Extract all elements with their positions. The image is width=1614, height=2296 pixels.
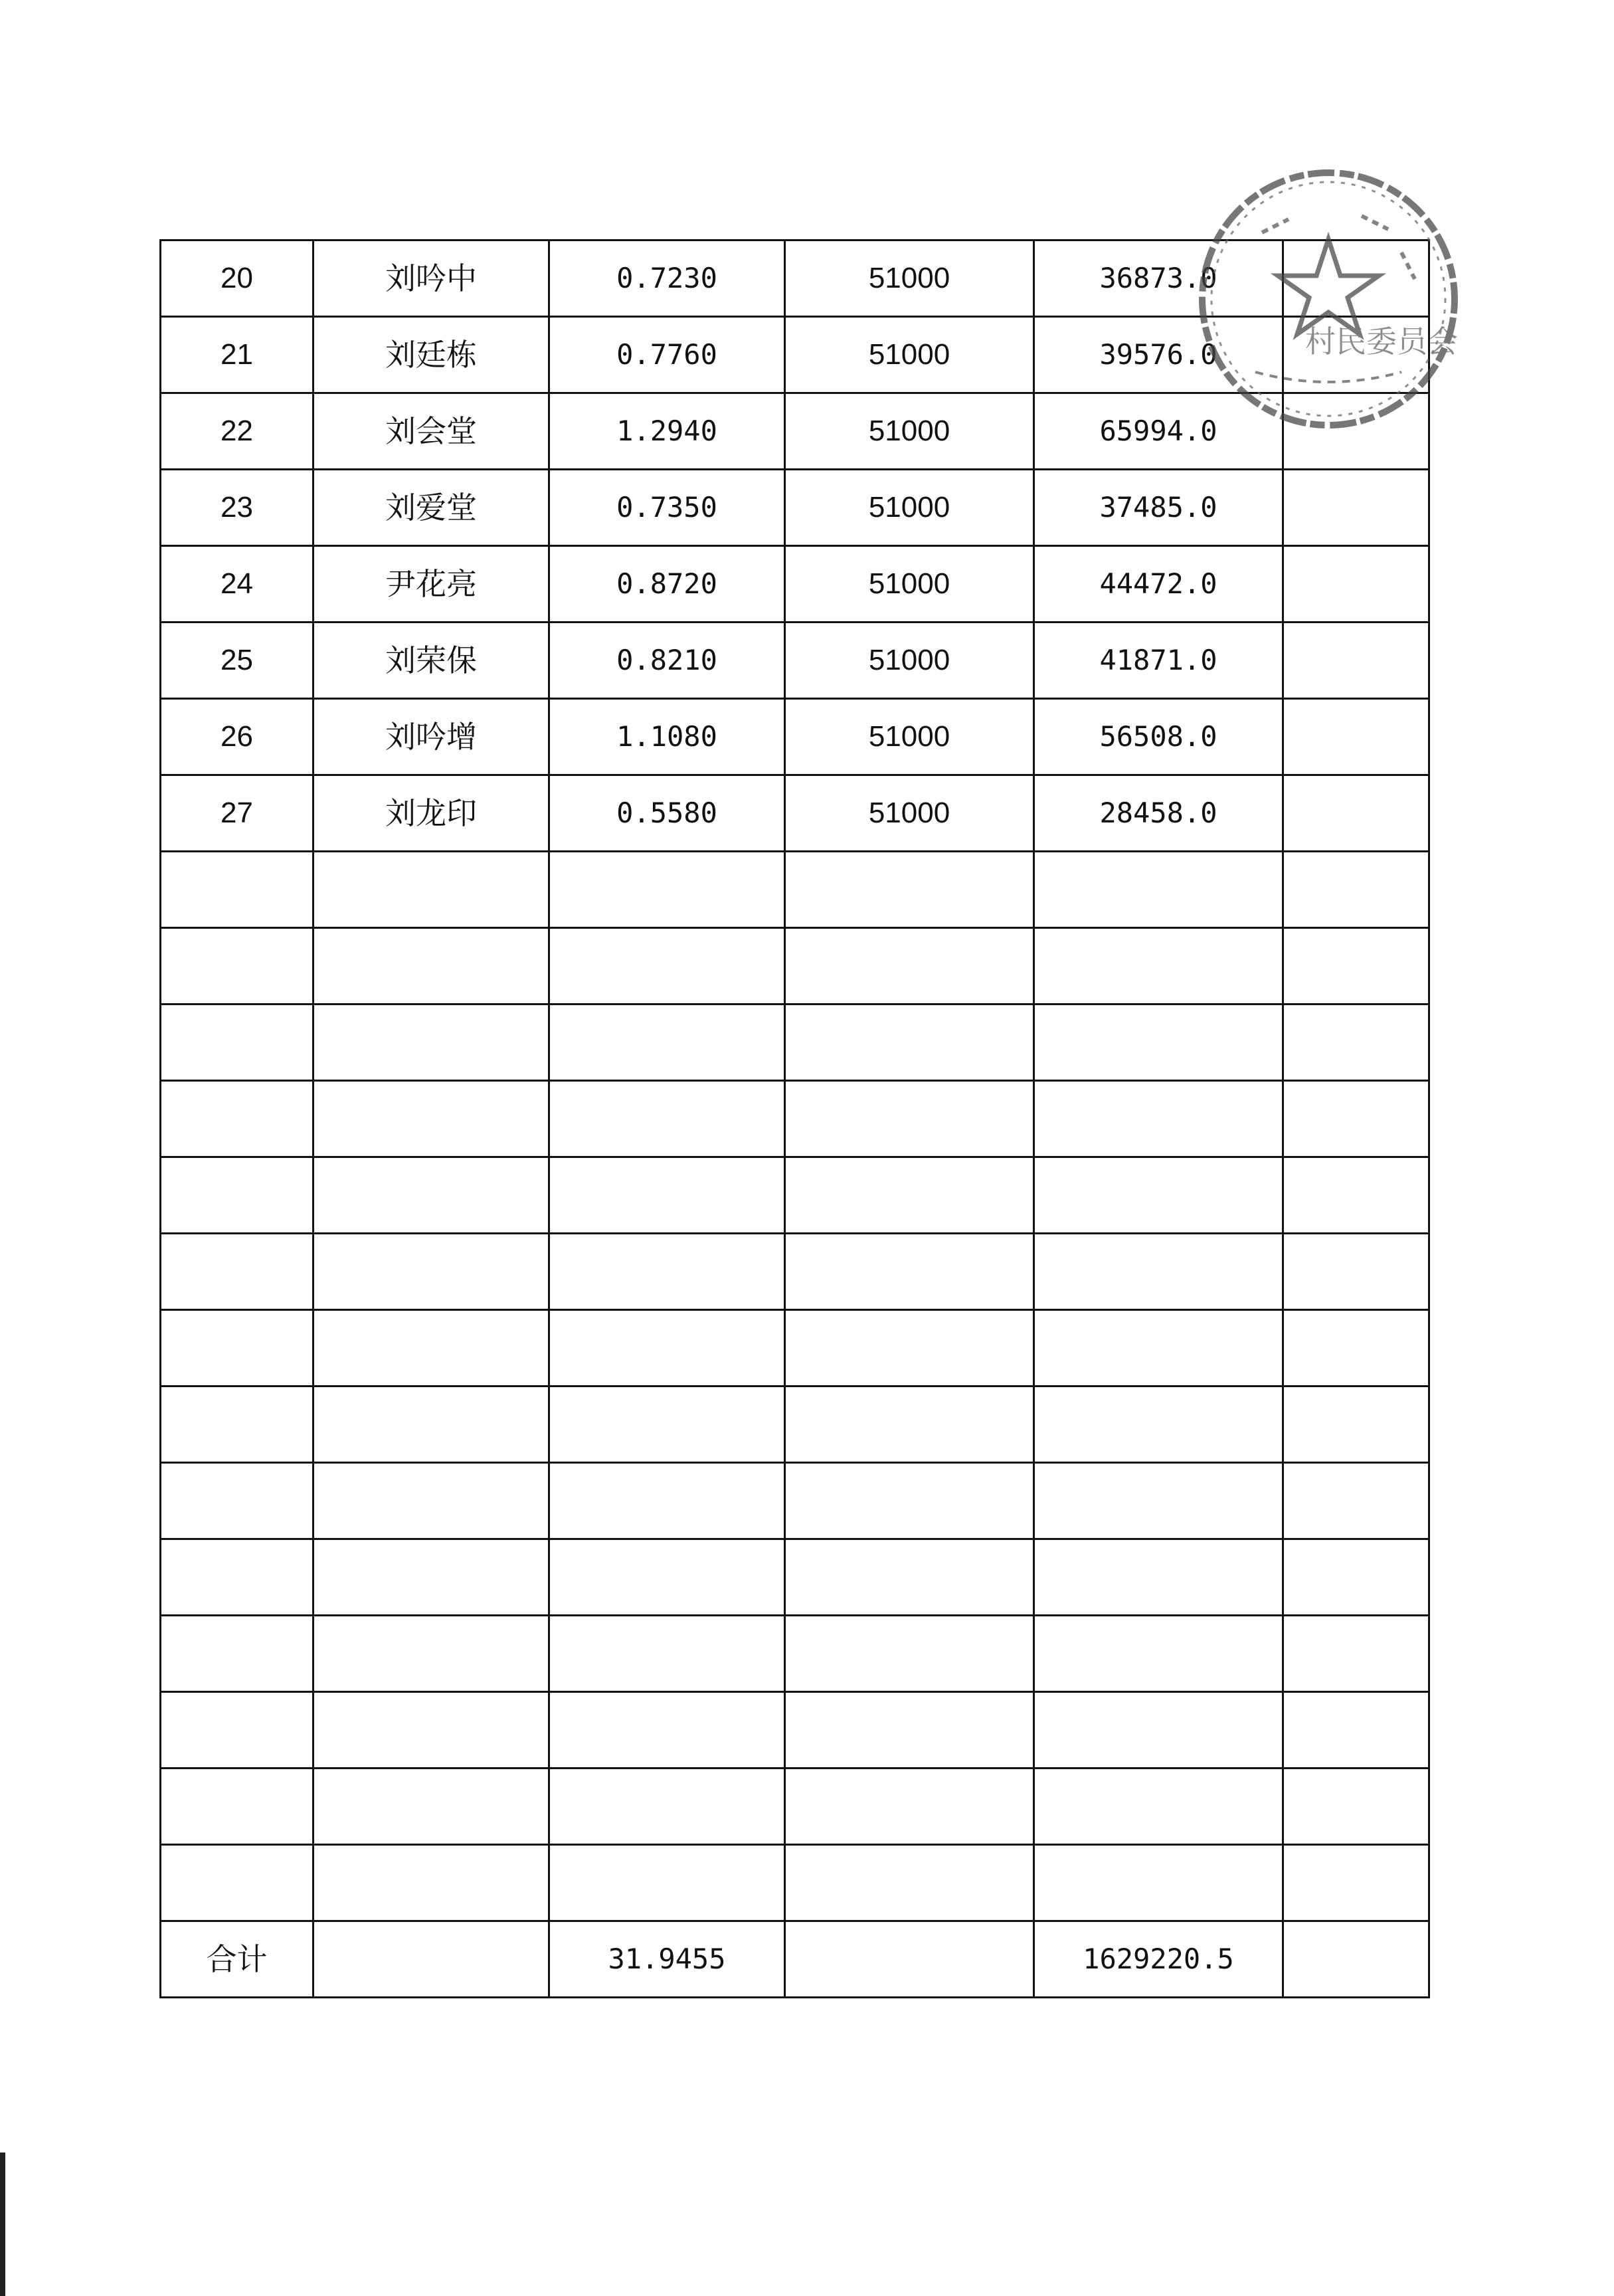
row-area: 0.5580 [549,775,785,852]
empty-cell [1034,1692,1283,1769]
empty-cell [161,1616,314,1692]
row-amount: 39576.0 [1034,317,1283,393]
empty-table-row [161,1234,1429,1310]
empty-cell [549,1081,785,1157]
empty-cell [314,1616,549,1692]
empty-cell [1034,1845,1283,1921]
row-price: 51000 [785,775,1034,852]
row-index: 22 [161,393,314,470]
total-row [161,1921,1429,1998]
empty-cell [161,928,314,1004]
empty-cell [1283,1310,1429,1387]
row-amount: 56508.0 [1034,699,1283,775]
row-index: 26 [161,699,314,775]
empty-cell [1034,1310,1283,1387]
empty-cell [1034,1157,1283,1234]
empty-cell [549,1387,785,1463]
table-row [161,622,1429,699]
empty-table-row [161,852,1429,928]
empty-cell [1283,1081,1429,1157]
row-amount: 37485.0 [1034,470,1283,546]
empty-cell [785,928,1034,1004]
empty-cell [1283,1845,1429,1921]
row-area: 0.7760 [549,317,785,393]
row-price: 51000 [785,622,1034,699]
row-area: 1.2940 [549,393,785,470]
empty-cell [161,1692,314,1769]
empty-cell [1034,1387,1283,1463]
empty-cell [161,1463,314,1539]
row-price: 51000 [785,699,1034,775]
empty-cell [314,1769,549,1845]
row-note [1283,240,1429,317]
table-row [161,317,1429,393]
empty-table-row [161,1463,1429,1539]
empty-cell [1034,1081,1283,1157]
row-name: 刘荣保 [314,622,549,699]
empty-table-row [161,1310,1429,1387]
row-amount: 44472.0 [1034,546,1283,622]
row-price: 51000 [785,393,1034,470]
table-row [161,546,1429,622]
row-amount: 36873.0 [1034,240,1283,317]
total-area: 31.9455 [549,1921,785,1998]
row-note [1283,775,1429,852]
row-price: 51000 [785,470,1034,546]
empty-cell [1034,928,1283,1004]
scan-edge-mark [0,2152,5,2296]
empty-cell [161,1310,314,1387]
table-row [161,240,1429,317]
empty-cell [314,1539,549,1616]
empty-table-row [161,1081,1429,1157]
table-row [161,775,1429,852]
row-note [1283,470,1429,546]
row-index: 24 [161,546,314,622]
table-row [161,393,1429,470]
row-amount: 65994.0 [1034,393,1283,470]
empty-cell [549,1463,785,1539]
empty-cell [785,1769,1034,1845]
empty-cell [314,1692,549,1769]
row-name: 尹花亮 [314,546,549,622]
empty-cell [785,1157,1034,1234]
empty-cell [785,1234,1034,1310]
empty-cell [314,1004,549,1081]
row-area: 0.8210 [549,622,785,699]
empty-cell [1283,1157,1429,1234]
empty-cell [314,852,549,928]
empty-cell [785,1539,1034,1616]
row-index: 23 [161,470,314,546]
empty-table-row [161,1616,1429,1692]
empty-cell [161,1004,314,1081]
empty-table-row [161,1769,1429,1845]
row-note [1283,622,1429,699]
empty-cell [549,1845,785,1921]
empty-table-row [161,1845,1429,1921]
empty-cell [161,1234,314,1310]
empty-cell [785,852,1034,928]
row-name: 刘廷栋 [314,317,549,393]
empty-table-row [161,928,1429,1004]
empty-cell [1034,852,1283,928]
empty-cell [549,928,785,1004]
empty-cell [314,1310,549,1387]
row-price: 51000 [785,317,1034,393]
seal-text: 村民委员会 [1305,324,1458,359]
row-note [1283,546,1429,622]
row-index: 21 [161,317,314,393]
row-note [1283,393,1429,470]
compensation-table [159,239,1430,1998]
empty-cell [785,1004,1034,1081]
empty-cell [1283,1004,1429,1081]
empty-cell [161,1769,314,1845]
row-area: 1.1080 [549,699,785,775]
empty-cell [785,1310,1034,1387]
row-area: 0.7230 [549,240,785,317]
empty-cell [785,1387,1034,1463]
row-price: 51000 [785,546,1034,622]
empty-cell [314,1157,549,1234]
empty-cell [314,1234,549,1310]
empty-cell [785,1081,1034,1157]
empty-cell [1283,1692,1429,1769]
empty-cell [1034,1539,1283,1616]
table-row [161,699,1429,775]
row-name: 刘爱堂 [314,470,549,546]
row-name: 刘会堂 [314,393,549,470]
empty-cell [1034,1234,1283,1310]
row-index: 25 [161,622,314,699]
total-price [785,1921,1034,1998]
total-amount: 1629220.5 [1034,1921,1283,1998]
empty-cell [1034,1769,1283,1845]
total-label: 合计 [161,1921,314,1998]
empty-table-row [161,1692,1429,1769]
empty-cell [549,1234,785,1310]
row-index: 27 [161,775,314,852]
empty-cell [549,1004,785,1081]
row-amount: 28458.0 [1034,775,1283,852]
row-name: 刘龙印 [314,775,549,852]
empty-table-row [161,1157,1429,1234]
table-body [161,240,1429,1998]
empty-cell [161,1539,314,1616]
empty-cell [1283,852,1429,928]
empty-cell [161,1157,314,1234]
empty-cell [1034,1004,1283,1081]
empty-cell [1283,1387,1429,1463]
row-name: 刘吟中 [314,240,549,317]
empty-cell [549,1539,785,1616]
empty-cell [1283,1463,1429,1539]
row-price: 51000 [785,240,1034,317]
empty-cell [1283,1539,1429,1616]
empty-table-row [161,1539,1429,1616]
empty-cell [1034,1616,1283,1692]
empty-cell [1283,1234,1429,1310]
total-note [1283,1921,1429,1998]
empty-cell [549,1157,785,1234]
empty-cell [161,1387,314,1463]
empty-cell [549,852,785,928]
row-index: 20 [161,240,314,317]
empty-cell [314,1463,549,1539]
empty-cell [549,1769,785,1845]
row-amount: 41871.0 [1034,622,1283,699]
empty-cell [1283,928,1429,1004]
row-name: 刘吟增 [314,699,549,775]
row-area: 0.7350 [549,470,785,546]
empty-cell [314,1387,549,1463]
row-area: 0.8720 [549,546,785,622]
empty-table-row [161,1004,1429,1081]
empty-cell [549,1310,785,1387]
empty-cell [785,1616,1034,1692]
empty-cell [314,1081,549,1157]
empty-cell [549,1692,785,1769]
empty-cell [785,1692,1034,1769]
empty-cell [314,928,549,1004]
total-name [314,1921,549,1998]
empty-cell [1283,1616,1429,1692]
empty-cell [314,1845,549,1921]
row-note [1283,699,1429,775]
empty-cell [549,1616,785,1692]
empty-cell [785,1463,1034,1539]
empty-cell [161,1081,314,1157]
empty-table-row [161,1387,1429,1463]
table-row [161,470,1429,546]
row-note [1283,317,1429,393]
empty-cell [785,1845,1034,1921]
empty-cell [1034,1463,1283,1539]
empty-cell [161,852,314,928]
empty-cell [161,1845,314,1921]
empty-cell [1283,1769,1429,1845]
